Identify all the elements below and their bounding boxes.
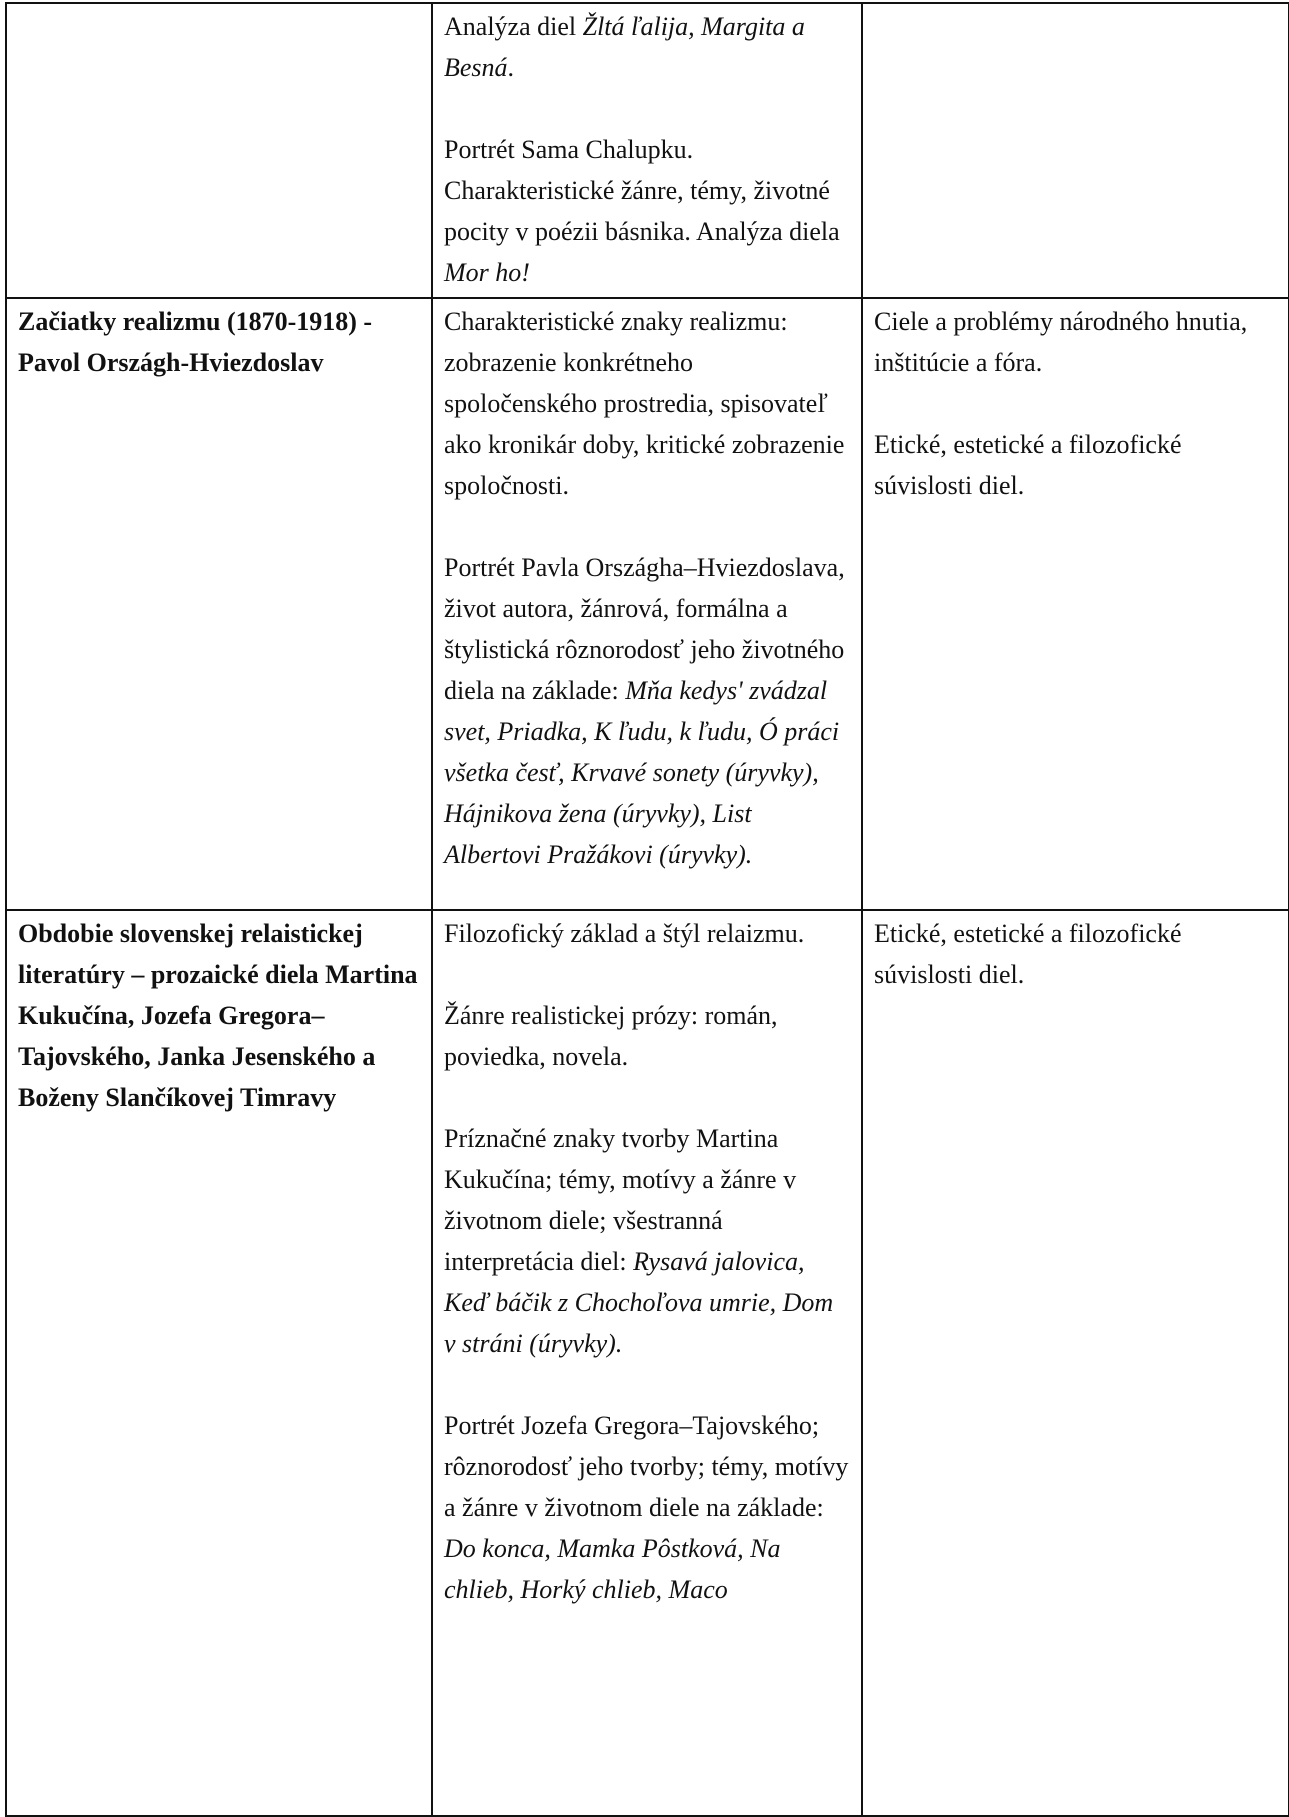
topic-cell <box>6 298 432 910</box>
content-cell <box>432 910 862 1816</box>
content-paragraph: Portrét Jozefa Gregora–Tajovského; rôznorodosť jeho tvorby; témy, motívy a žánre v životnom diele na základe: Do konca, Mamka Pôstková, Na chlieb, Horký chlieb, Maco <box>444 1411 849 1604</box>
table-row <box>6 910 1289 1816</box>
curriculum-table <box>5 2 1289 1817</box>
content-paragraph: Portrét Pavla Országha–Hviezdoslava, život autora, žánrová, formálna a štylistická rôznorodosť jeho životného diela na základe: Mňa kedys' zvádzal svet, Priadka, K ľudu, k ľudu, Ó práci všetka česť, Krvavé sonety (úryvky), Hájnikova žena (úryvky), List Albertovi Pražákovi (úryvky). <box>444 553 845 869</box>
topic-cell <box>6 3 432 298</box>
goals-cell <box>862 298 1289 910</box>
content-paragraph: Príznačné znaky tvorby Martina Kukučína; témy, motívy a žánre v životnom diele; všestranná interpretácia diel: Rysavá jalovica, Keď báčik z Chochoľova umrie, Dom v stráni (úryvky). <box>444 1124 834 1358</box>
content-paragraph: Portrét Sama Chalupku. Charakteristické žánre, témy, životné pocity v poézii básnika. Analýza diela Mor ho! <box>444 135 840 287</box>
content-paragraph: Analýza diel Žltá ľalija, Margita a Besná. <box>444 12 805 82</box>
topic-cell <box>6 910 432 1816</box>
content-paragraph: Žánre realistickej prózy: román, poviedka, novela. <box>444 1001 778 1071</box>
content-cell <box>432 3 862 298</box>
topic-text: Začiatky realizmu (1870-1918) - Pavol Országh-Hviezdoslav <box>18 307 373 377</box>
goal-paragraph: Etické, estetické a filozofické súvislosti diel. <box>874 430 1182 500</box>
topic-text: Obdobie slovenskej relaistickej literatúry – prozaické diela Martina Kukučína, Jozefa Gregora–Tajovského, Janka Jesenského a Boženy Slančíkovej Timravy <box>18 919 418 1112</box>
content-cell <box>432 298 862 910</box>
content-paragraph: Charakteristické znaky realizmu: zobrazenie konkrétneho spoločenského prostredia, spisovateľ ako kronikár doby, kritické zobrazenie spoločnosti. <box>444 307 845 500</box>
goal-paragraph: Etické, estetické a filozofické súvislosti diel. <box>874 919 1182 989</box>
goals-cell <box>862 910 1289 1816</box>
goals-cell <box>862 3 1289 298</box>
table-row <box>6 298 1289 910</box>
goal-paragraph: Ciele a problémy národného hnutia, inštitúcie a fóra. <box>874 307 1248 377</box>
content-paragraph: Filozofický základ a štýl relaizmu. <box>444 919 805 948</box>
table-row <box>6 3 1289 298</box>
